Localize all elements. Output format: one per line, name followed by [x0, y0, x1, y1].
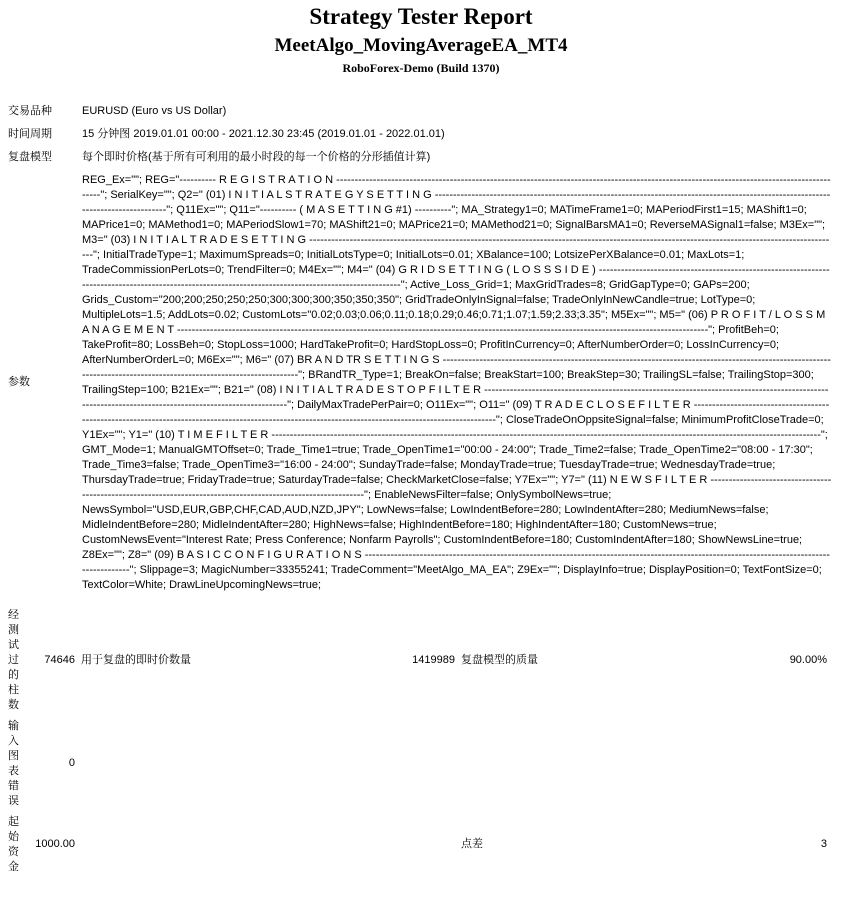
modelling-quality-label: 复盘模型的质量 — [461, 653, 538, 666]
empty-cell — [458, 716, 644, 812]
period-label: 时间周期 — [8, 127, 52, 140]
ea-name: MeetAlgo_MovingAverageEA_MT4 — [274, 34, 568, 56]
empty-cell — [384, 716, 458, 812]
ticks-modelled-label: 用于复盘的即时价数量 — [81, 653, 191, 666]
info-row-symbol — [5, 100, 835, 123]
spread-label: 点差 — [461, 838, 483, 851]
model-value: 每个即时价格(基于所有可利用的最小时段的每一个价格的分形插值计算) — [82, 150, 431, 163]
stats-row-chart-errors — [5, 716, 830, 812]
empty-cell — [384, 812, 458, 878]
modelling-quality-value: 90.00% — [789, 653, 827, 666]
info-table — [5, 100, 835, 597]
initial-deposit-label: 起始资金 — [8, 815, 19, 873]
info-row-parameters — [5, 169, 835, 597]
info-row-model — [5, 146, 835, 169]
initial-deposit-value: 1000.00 — [35, 838, 75, 851]
stats-row-initial-deposit — [5, 812, 830, 878]
empty-cell — [78, 812, 384, 878]
parameters-value: REG_Ex=""; REG="---------- R E G I S T R A T I O N --------------------------------------------------------------------------------------------------------------------------------------------"; SerialKey=""; Q2=" (01) I N I T I A L S T R A T E G Y S E T T I N G -----------------------------------------------------------------------------------------------------------------------------------"; Q11Ex=""; Q11="---------- ( M A S E T T I N G #1) ----------"; MA_Strategy1=0; MATimeFrame1=0; MAPeriodFirst1=15; MAShift1=0; MAPrice1=0; MAMethod1=0; MAPeriodSlow1=70; MAShift21=0; MAPrice21=0; MAMethod21=0; SignalBarsMA1=0; ReverseMASignal1=false; M3Ex=""; M3=" (03) I N I T I A L T R A D E S E T T I N G -------------------------------------------------------------------------------------------------------------------------------------------------"; InitialTradeType=1; MaximumSpreads=0; InitialLotsType=0; InitialLots=0.01; XBalance=100; LotsizePerXBalance=0.01; MaxLots=1; TradeCommissionPerLots=0; TrendFilter=0; M4Ex=""; M4=" (04) G R I D S E T T I N G ( L O S S S I D E ) ------------------------------------------------------------------------------------------------------------------------------------------------------"; Active_Loss_Grid=1; MaxGridTrades=8; GridGapType=0; GAPs=200; Grids_Custom="200;200;250;250;250;300;300;300;350;350;350"; GridTradeOnlyInSignal=false; TradeOnlyInNewCandle=true; LotType=0; MultipleLots=1.5; AddLots=0.02; CustomLots="0.02;0.03;0.06;0.11;0.18;0.29;0.46;0.71;1.07;1.59;2.33;3.35"; M5Ex=""; M5=" (06) P R O F I T / L O S S M A N A G E M E N T -------------------------------------------------------------------------------------------------------------------------------------------------"; ProfitBeh=0; TakeProfit=80; LossBeh=0; StopLoss=1000; HardTakeProfit=0; HardStopLoss=0; ProfitInCurrency=0; AfterNumberOrder=0; LossInCurrency=0; AfterNumberOrderL=0; M6Ex=""; M6=" (07) BR A N D TR S E T T I N G S ---------------------------------------------------------------------------------------------------------------------------------------------------------------------"; BRandTR_Type=1; BreakOn=false; BreakStart=100; BreakStep=30; TrailingSL=false; TrailingStop=300; TrailingStep=100; B21Ex=""; B21=" (08) I N I T I A L T R A D E S T O P F I L T E R ------------------------------------------------------------------------------------------------------------------------------------------------------"; DailyMaxTradePerPair=0; O11Ex=""; O11=" (09) T R A D E C L O S E F I L T E R ------------------------------------------------------------------------------------------------------------------------------------------------------"; CloseTradeOnOppsiteSignal=false; MinimumProfitCloseTrade=0; Y1Ex=""; Y1=" (10) T I M E F I L T E R ------------------------------------------------------------------------------------------------------------------------------------------------------"; GMT_Mode=1; ManualGMTOffset=0; Trade_Time1=true; Trade_OpenTime1="00:00 - 24:00"; Trade_Time2=false; Trade_OpenTime2="08:00 - 17:30"; Trade_Time3=false; Trade_OpenTime3="16:00 - 24:00"; SundayTrade=false; MondayTrade=true; TuesdayTrade=true; WednesdayTrade=true; ThursdayTrade=true; FridayTrade=true; SaturdayTrade=false; CheckMarketClose=false; Y7Ex=""; Y7=" (11) N E W S F I L T E R --------------------------------------------------------------------------------------------------------------"; EnableNewsFilter=false; OnlySymbolNews=true; NewsSymbol="USD,EUR,GBP,CHF,CAD,AUD,NZD,JPY"; LowNews=false; LowIndentBefore=280; LowIndentAfter=280; MediumNews=false; MidleIndentBefore=280; MidleIndentAfter=280; HighNews=false; HighIndentBefore=180; HighIndentAfter=180; CustomNews=true; CustomNewsEvent="Interest Rate; Press Conference; Nonfarm Payrolls"; CustomIndentBefore=180; CustomIndentAfter=180; ShowNewsLine=true; Z8Ex=""; Z8=" (09) B A S I C C O N F I G U R A T I O N S --------------------------------------------------------------------------------------------------------------------------------------------"; Slippage=3; MagicNumber=33355241; TradeComment="MeetAlgo_MA_EA"; Z9Ex=""; DisplayInfo=true; DisplayPosition=0; TextFontSize=0; TextColor=White; DrawLineUpcomingNews=true; — [82, 173, 832, 591]
period-value: 15 分钟图 2019.01.01 00:00 - 2021.12.30 23:45 (2019.01.01 - 2022.01.01) — [82, 127, 445, 140]
empty-cell — [644, 716, 830, 812]
stats-table — [5, 605, 830, 878]
chart-errors-label: 输入图表错误 — [8, 719, 19, 807]
bars-in-test-value: 74646 — [44, 653, 75, 666]
info-row-period — [5, 123, 835, 146]
report-title: Strategy Tester Report — [309, 4, 533, 29]
parameters-label: 参数 — [8, 376, 30, 389]
chart-errors-value: 0 — [68, 757, 75, 770]
spread-value: 3 — [820, 838, 827, 851]
server-build: RoboForex-Demo (Build 1370) — [342, 61, 500, 76]
ticks-modelled-value: 1419989 — [412, 653, 455, 666]
symbol-label: 交易品种 — [8, 104, 52, 117]
stats-row-bars — [5, 605, 830, 716]
empty-cell — [78, 716, 384, 812]
model-label: 复盘模型 — [8, 150, 52, 163]
bars-in-test-label: 经测试过的柱数 — [8, 608, 19, 711]
symbol-value: EURUSD (Euro vs US Dollar) — [82, 104, 227, 117]
